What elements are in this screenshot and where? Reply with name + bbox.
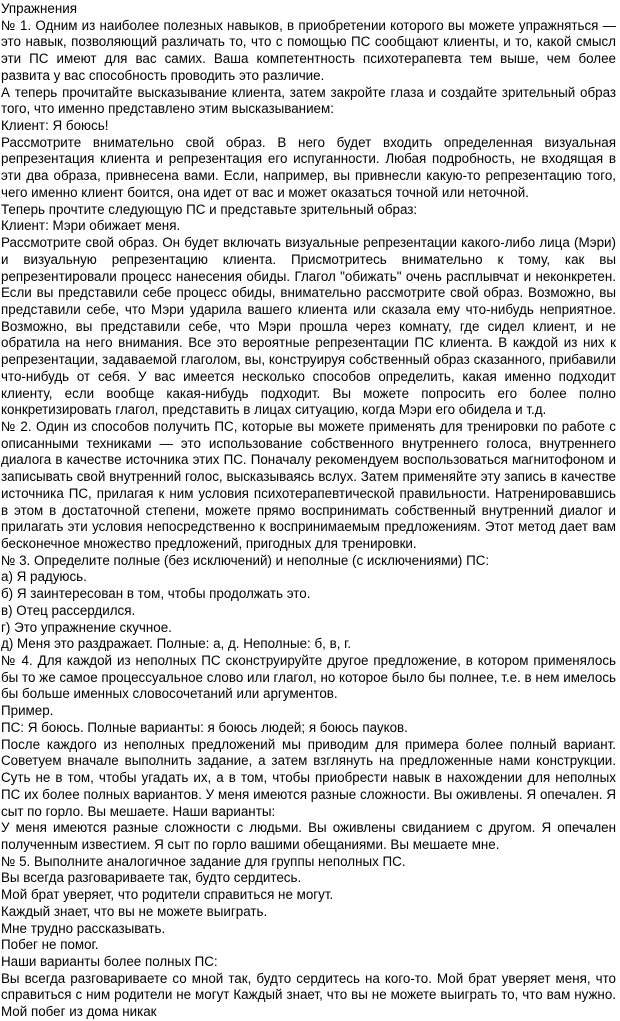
exercise-5-paragraph: № 5. Выполните аналогичное задание для группы неполных ПС. bbox=[1, 853, 406, 869]
list-item: Каждый знает, что вы не можете выиграть. bbox=[1, 903, 268, 919]
paragraph: У меня имеются разные сложности с людьми. Вы оживлены свиданием с другом. Я опечален полученным известием. Я сыт по горло вашими обещаниями. Вы мешаете мне. bbox=[1, 820, 616, 852]
exercises-heading: Упражнения bbox=[1, 1, 77, 16]
list-item: д) Меня это раздражает. Полные: а, д. Неполные: б, в, г. bbox=[1, 636, 352, 652]
client-statement: Клиент: Я боюсь! bbox=[1, 118, 109, 134]
paragraph: Наши варианты более полных ПС: bbox=[1, 953, 218, 969]
list-item: Мой брат уверяет, что родители справиться не могут. bbox=[1, 887, 334, 903]
paragraph: Теперь прочтите следующую ПС и представьте зрительный образ: bbox=[1, 201, 418, 217]
paragraph: После каждого из неполных предложений мы приводим для примера более полный вариант. Советуем вначале выполнить задание, а затем взглянуть на предложенные нами конструкции. Суть не в том, чтобы угадать их, а в том, чтобы приобрести навык в нахождении для неполных ПС их более полных вариантов. У меня имеются разные сложности. Вы оживлены. Я опечален. Я сыт по горло. Вы мешаете. Наши варианты: bbox=[1, 736, 616, 819]
list-item: а) Я радуюсь. bbox=[1, 569, 87, 585]
paragraph: Рассмотрите внимательно свой образ. В него будет входить определенная визуальная репрезентация клиента и репрезентация его испуганности. Любая подробность, не входящая в эти два образа, привнесена вами. Если, например, вы привнесли какую-то репрезентацию того, чего именно клиент боится, она идет от вас и может оказаться точной или неточной. bbox=[1, 134, 616, 200]
list-item: б) Я заинтересован в том, чтобы продолжать это. bbox=[1, 586, 311, 602]
example-line: ПС: Я боюсь. Полные варианты: я боюсь людей; я боюсь пауков. bbox=[1, 719, 408, 735]
list-item: Вы всегда разговариваете так, будто сердитесь. bbox=[1, 870, 302, 886]
list-item: в) Отец рассердился. bbox=[1, 602, 136, 618]
exercise-4-paragraph: № 4. Для каждой из неполных ПС сконструируйте другое предложение, в котором применялось бы то же самое процессуальное слово или глагол, но которое было бы полнее, т.е. в нем имелось бы больше именных словосочетаний или аргументов. bbox=[1, 653, 616, 702]
list-item: г) Это упражнение скучное. bbox=[1, 619, 172, 635]
paragraph: Рассмотрите свой образ. Он будет включать визуальные репрезентации какого-либо лица (Мэри) и визуальную репрезентацию клиента. Присмотритесь внимательно к тому, как вы репрезентировали процесс нанесения обиды. Глагол "обижать" очень расплывчат и неконкретен. Если вы представили себе процесс обиды, внимательно рассмотрите свой образ. Возможно, вы представили себе, что Мэри ударила вашего клиента или сказала ему что-нибудь неприятное. Возможно, вы представили себе, что Мэри прошла через комнату, где сидел клиент, и не обратила на него внимания. Все это вероятные репрезентации ПС клиента. В каждой из них к репрезентации, задаваемой глаголом, вы, конструируя собственный образ сказанного, прибавили что-нибудь от себя. У вас имеется несколько способов определить, какая именно подходит клиенту, если вообще какая-нибудь подходит. Вы можете попросить его более полно конкретизировать глагол, представить в лицах ситуацию, когда Мэри его обидела и т.д. bbox=[1, 235, 616, 418]
list-item: Мне трудно рассказывать. bbox=[1, 920, 166, 936]
example-label: Пример. bbox=[1, 703, 54, 719]
client-statement: Клиент: Мэри обижает меня. bbox=[1, 218, 181, 234]
paragraph: А теперь прочитайте высказывание клиента, затем закройте глаза и создайте зрительный образ того, что именно представлено этим высказыванием: bbox=[1, 84, 616, 117]
exercise-3-paragraph: № 3. Определите полные (без исключений) и неполные (с исключениями) ПС: bbox=[1, 552, 490, 568]
list-item: Побег не помог. bbox=[1, 937, 99, 953]
paragraph: Вы всегда разговариваете со мной так, будто сердитесь на кого-то. Мой брат уверяет меня, что справиться с ним родители не могут Каждый знает, что вы не можете выиграть то, что вам нужно. Мой побег из дома никак bbox=[1, 970, 616, 1020]
exercise-2-paragraph: № 2. Один из способов получить ПС, которые вы можете применять для тренировки по работе с описанными техниками — это использование собственного внутреннего голоса, внутреннего диалога в качестве источника этих ПС. Поначалу рекомендуем воспользоваться магнитофоном и записывать свой внутренний голос, высказываясь вслух. Затем применяйте эту запись в качестве источника ПС, прилагая к ним условия психотерапевтической правильности. Натренировавшись в этом в достаточной степени, можете прямо воспринимать собственный внутренний диалог и прилагать эти условия непосредственно к воспринимаемым предложениям. Этот метод дает вам бесконечное множество предложений, пригодных для тренировки. bbox=[1, 418, 616, 551]
exercise-1-paragraph: № 1. Одним из наиболее полезных навыков, в приобретении которого вы можете упражняться — это навык, позволяющий различать то, что с помощью ПС сообщают клиенты, и то, какой смысл эти ПС имеют для вас самих. Ваша компетентность психотерапевта тем выше, чем более развита у вас способность проводить это различие. bbox=[1, 17, 616, 83]
